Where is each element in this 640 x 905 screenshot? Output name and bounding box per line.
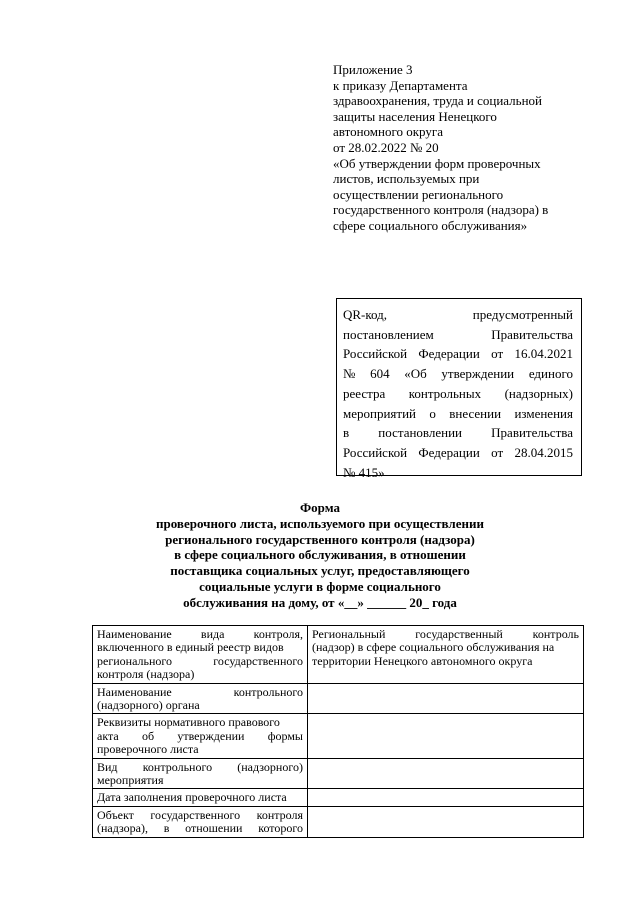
word: в xyxy=(343,425,350,441)
form-title-line: обслуживания на дому, от «__» ______ 20_ года xyxy=(183,594,457,610)
word: Правительства xyxy=(491,326,573,342)
row-value-cell[interactable] xyxy=(308,806,584,837)
form-title-line: проверочного листа, используемого при осуществлении xyxy=(156,515,484,531)
appendix-line: от 28.02.2022 № 20 xyxy=(333,139,439,155)
row-label-line xyxy=(97,716,303,729)
word: изменения xyxy=(514,405,573,421)
word: (надзор) в сфере социального обслуживания на xyxy=(312,640,555,655)
table-row xyxy=(93,806,584,837)
word: Вид xyxy=(97,759,118,774)
appendix-line: здравоохранения, труда и социальной xyxy=(333,93,542,109)
word: (надзорного) органа xyxy=(97,698,200,713)
word: контрольных xyxy=(408,385,482,401)
row-value-cell[interactable] xyxy=(308,714,584,758)
word: контроля, xyxy=(253,627,303,641)
appendix-line: к приказу Департамента xyxy=(333,77,468,93)
form-title-line: социальные услуги в форме социального xyxy=(199,578,441,594)
appendix-line: сфере социального обслуживания» xyxy=(333,217,528,233)
word: отношении xyxy=(185,821,243,836)
row-label-line xyxy=(97,761,303,774)
word: контрольного xyxy=(233,684,303,699)
word: (надзора), xyxy=(97,821,148,836)
word: утверждении xyxy=(177,728,245,743)
row-label-line xyxy=(97,668,303,681)
word: единого xyxy=(528,366,573,382)
word: Правительства xyxy=(491,425,573,441)
row-value-line xyxy=(312,641,579,654)
row-label-cell xyxy=(93,626,308,684)
word: территории Ненецкого автономного округа xyxy=(312,653,533,668)
appendix-line: Приложение 3 xyxy=(333,62,413,77)
word: внесении xyxy=(449,405,502,421)
appendix-line: осуществлении регионального xyxy=(333,186,504,202)
word: формы xyxy=(267,728,303,743)
word: контроля (надзора) xyxy=(97,667,195,682)
row-label-line xyxy=(97,822,303,835)
row-label-line xyxy=(97,774,303,787)
word: постановлением xyxy=(343,326,434,342)
word: контрольного xyxy=(142,759,213,774)
table-row xyxy=(93,683,584,714)
word: государственный xyxy=(415,627,503,641)
row-label-line xyxy=(97,641,303,654)
word: (надзорных) xyxy=(504,385,573,401)
row-value-cell[interactable] xyxy=(308,683,584,714)
word: Российской xyxy=(343,346,408,362)
word: Федерации xyxy=(418,444,480,460)
word: государственного xyxy=(213,653,303,668)
word: № 415» xyxy=(343,464,385,480)
word: Федерации xyxy=(418,346,480,362)
row-label-line xyxy=(97,730,303,743)
form-title-line: в сфере социального обслуживания, в отношении xyxy=(174,547,466,563)
word: проверочного листа xyxy=(97,742,199,757)
word: включенного в единый реестр видов xyxy=(97,640,284,655)
appendix-line: автономного округа xyxy=(333,124,443,140)
row-label-line xyxy=(97,743,303,756)
word: (надзорного) xyxy=(237,759,303,774)
word: акта xyxy=(97,728,119,743)
word: Дата заполнения проверочного листа xyxy=(97,790,287,805)
row-label-cell xyxy=(93,806,308,837)
row-label-line xyxy=(97,699,303,712)
word: которого xyxy=(258,821,303,836)
row-label-line xyxy=(97,628,303,641)
row-value-cell[interactable] xyxy=(308,758,584,789)
word: контроля xyxy=(256,807,303,822)
row-label-cell xyxy=(93,714,308,758)
word: 604 xyxy=(370,366,390,382)
word: Реквизиты нормативного правового xyxy=(97,715,280,730)
word: предусмотренный xyxy=(472,307,573,322)
checklist-header-table xyxy=(92,625,584,838)
table-row xyxy=(93,714,584,758)
word: Наименование xyxy=(97,627,172,641)
appendix-line: государственного контроля (надзора) в xyxy=(333,202,549,218)
word: Региональный xyxy=(312,627,386,641)
row-label-cell xyxy=(93,789,308,806)
row-label-cell xyxy=(93,758,308,789)
word: постановлении xyxy=(378,425,463,441)
word: Объект xyxy=(97,807,134,822)
row-value-cell[interactable] xyxy=(308,626,584,684)
word: 16.04.2021 xyxy=(514,346,573,362)
word: мероприятия xyxy=(97,773,164,788)
row-value-line xyxy=(312,655,579,668)
word: мероприятий xyxy=(343,405,416,421)
word: 28.04.2015 xyxy=(514,444,573,460)
word: об xyxy=(141,728,155,743)
form-title-line: поставщика социальных услуг, предоставляющего xyxy=(170,563,470,579)
word: Наименование xyxy=(97,684,172,699)
form-title-heading: Форма xyxy=(300,500,340,515)
word: от xyxy=(491,444,504,460)
word: № xyxy=(343,366,356,382)
table-row xyxy=(93,626,584,684)
word: Российской xyxy=(343,444,408,460)
table-row xyxy=(93,758,584,789)
word: о xyxy=(429,405,436,421)
word: контроль xyxy=(532,627,579,641)
row-value-line xyxy=(312,628,579,641)
row-label-line xyxy=(97,686,303,699)
form-title-line: регионального государственного контроля (надзора) xyxy=(165,531,475,547)
row-label-cell xyxy=(93,683,308,714)
row-label-line xyxy=(97,791,303,804)
row-label-line xyxy=(97,809,303,822)
word: от xyxy=(491,346,504,362)
appendix-line: защиты населения Ненецкого xyxy=(333,108,497,124)
row-label-line xyxy=(97,655,303,668)
word: утверждении xyxy=(441,366,515,382)
word: QR-код, xyxy=(343,307,388,322)
word: «Об xyxy=(404,366,427,382)
word: в xyxy=(163,821,170,836)
word: вида xyxy=(200,627,225,641)
appendix-line: «Об утверждении форм проверочных xyxy=(333,155,541,171)
word: государственного xyxy=(150,807,241,822)
table-row xyxy=(93,789,584,806)
word: реестра xyxy=(343,385,386,401)
row-value-cell[interactable] xyxy=(308,789,584,806)
word: регионального xyxy=(97,653,173,668)
appendix-line: листов, используемых при xyxy=(333,171,480,187)
